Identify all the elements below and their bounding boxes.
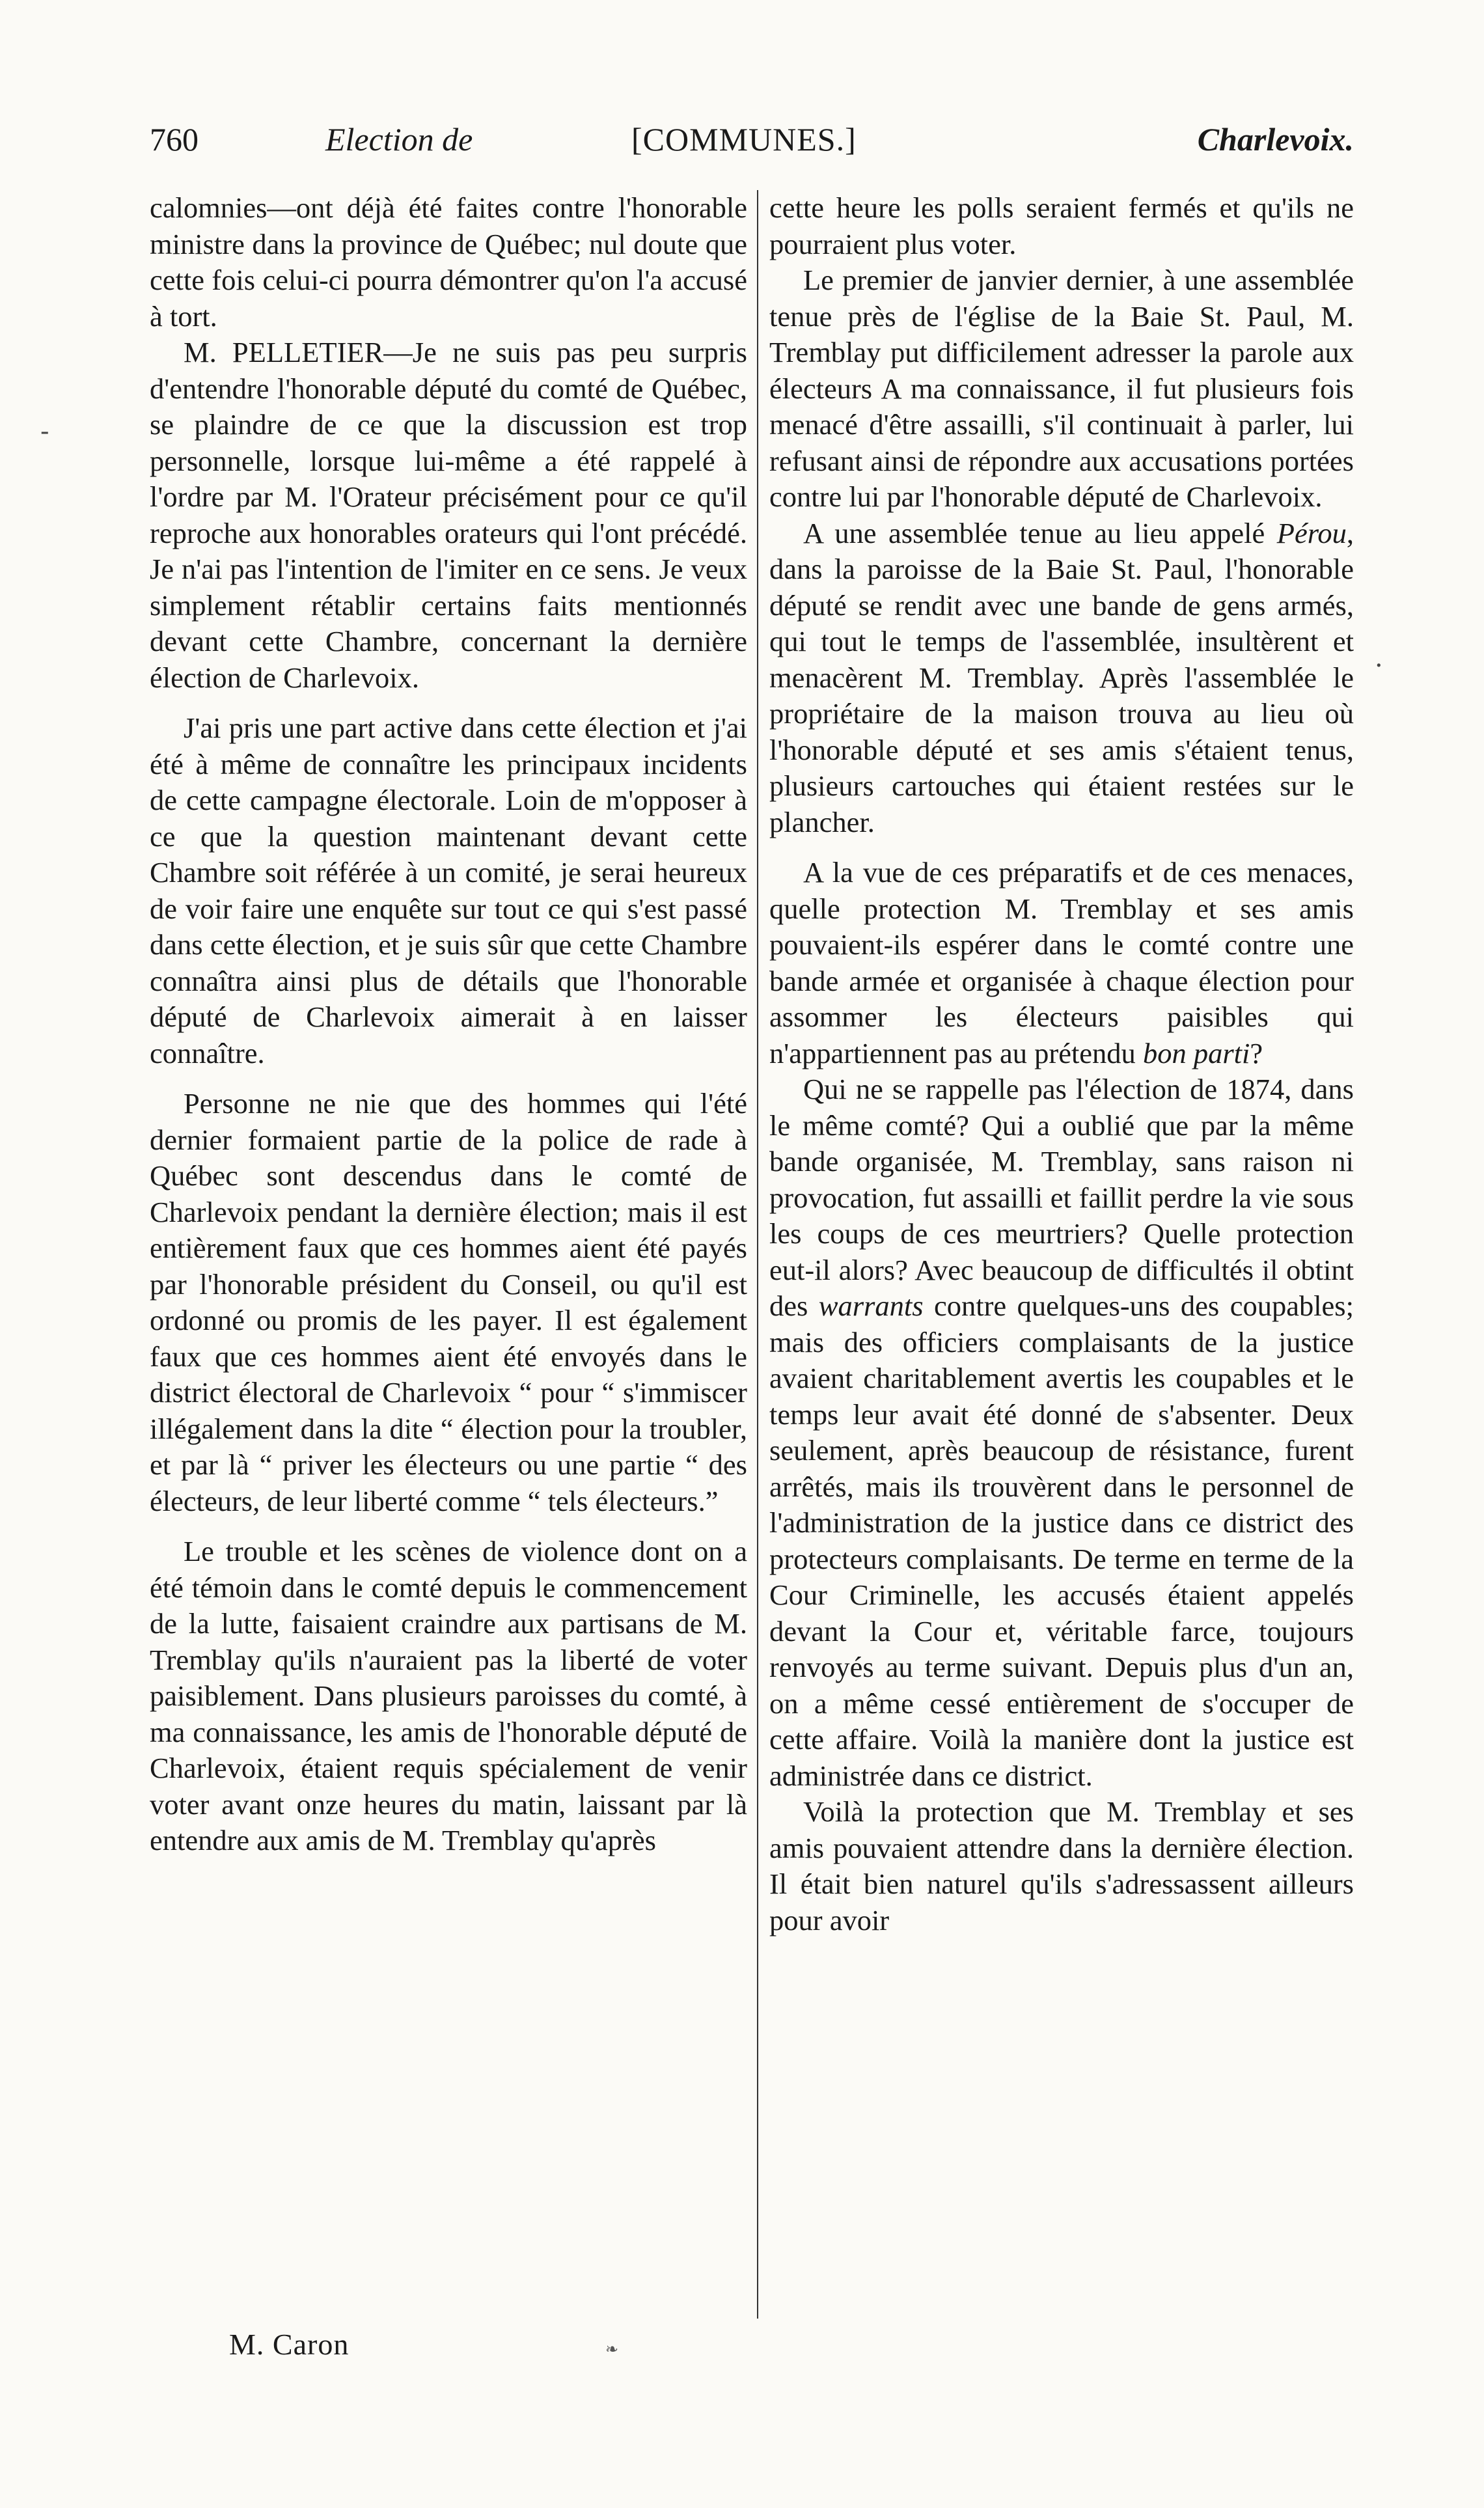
running-header [150, 120, 1354, 166]
page-number: 760 [150, 121, 199, 158]
header-center: [COMMUNES.] [631, 121, 857, 158]
printers-mark-icon: ❧ [605, 2340, 619, 2358]
margin-mark-icon: · [1375, 651, 1383, 681]
paragraph: J'ai pris une part active dans cette élection et j'ai été à même de connaître les principaux incidents de cette campagne électorale. Loin de m'opposer à ce que la question maintenant devant cette Chambre soit référée à un comité, je serai heureux de voir faire une enquête sur tout ce qui s'est passé dans cette élection, et je suis sûr que cette Chambre connaîtra ainsi plus de détails que l'honorable député de Charlevoix aimerait à en laisser connaître. [150, 711, 747, 1069]
footer-signature: M. Caron [229, 2328, 350, 2361]
column-divider [757, 190, 758, 2319]
paragraph: cette heure les polls seraient fermés et qu'ils ne pourraient plus voter. [769, 191, 1354, 260]
paragraph: A une assemblée tenue au lieu appelé Pérou, dans la paroisse de la Baie St. Paul, l'honorable député se rendit avec une bande de gens armés, qui tout le temps de l'assemblée, insultèrent et menacèrent M. Tremblay. Après l'assemblée le propriétaire de la maison trouva au lieu où l'honorable député et ses amis s'étaient tenus, plusieurs cartouches qui étaient restées sur le plancher. [769, 516, 1354, 838]
paragraph: Personne ne nie que des hommes qui l'été dernier formaient partie de la police de rade à Québec sont descendus dans le comté de Charlevoix pendant la dernière élection; mais il est entièrement faux que ces hommes aient été payés par l'honorable président du Conseil, ou qu'il est ordonné ou promis de les payer. Il est également faux que ces hommes aient été envoyés dans le district électoral de Charlevoix “ pour “ s'immiscer illégalement dans la dite “ élection pour la troubler, et par là “ priver les électeurs ou une partie “ des électeurs, de leur liberté comme “ tels électeurs.” [150, 1087, 747, 1517]
paragraph: Le trouble et les scènes de violence dont on a été témoin dans le comté depuis le commencement de la lutte, faisaient craindre aux partisans de M. Tremblay qu'ils n'auraient pas la liberté de voter paisiblement. Dans plusieurs paroisses du comté, à ma connaissance, les amis de l'honorable député de Charlevoix, étaient requis spécialement de venir voter avant onze heures du matin, laissant par là entendre aux amis de M. Tremblay qu'après [150, 1535, 747, 1856]
margin-mark-icon: - [40, 417, 49, 447]
italic-term: bon parti [1142, 1036, 1250, 1069]
header-left: Election de [325, 121, 473, 158]
right-column [769, 190, 1354, 1938]
paragraph: Voilà la protection que M. Tremblay et ses amis pouvaient attendre dans la dernière élection. Il était bien naturel qu'ils s'adressassent ailleurs pour avoir [769, 1795, 1354, 1936]
paragraph: Qui ne se rappelle pas l'élection de 1874, dans le même comté? Qui a oublié que par la même bande organisée, M. Tremblay, sans raison ni provocation, fut assailli et faillit perdre la vie sous les coups de ces meurtriers? Quelle protection eut-il alors? Avec beaucoup de difficultés il obtint des warrants contre quelques-uns des coupables; mais des officiers complaisants de la justice avaient charitablement avertis les coupables et le temps leur avait été donné de s'absenter. Deux seulement, après beaucoup de résistance, furent arrêtés, mais ils trouvèrent dans le personnel de l'administration de la justice dans ce district des protecteurs complaisants. De terme en terme de la Cour Criminelle, les accusés étaient appelés devant la Cour et, véritable farce, toujours renvoyés au terme suivant. Depuis plus d'un an, on a même cessé entièrement de s'occuper de cette affaire. Voilà la manière dont la justice est administrée dans ce district. [769, 1073, 1354, 1792]
italic-term: warrants [818, 1289, 924, 1322]
paragraph: calomnies—ont déjà été faites contre l'honorable ministre dans la province de Québec; nul doute que cette fois celui-ci pourra démontrer qu'on l'a accusé à tort. [150, 191, 747, 333]
left-column [150, 190, 747, 1859]
paragraph: A la vue de ces préparatifs et de ces menaces, quelle protection M. Tremblay et ses amis pouvaient-ils espérer dans le comté contre une bande armée et organisée à chaque élection pour assommer les électeurs paisibles qui n'appartiennent pas au prétendu bon parti? [769, 856, 1354, 1069]
header-right: Charlevoix. [1197, 121, 1354, 158]
paragraph: Le premier de janvier dernier, à une assemblée tenue près de l'église de la Baie St. Paul, M. Tremblay put difficilement adresser la parole aux électeurs A ma connaissance, il fut plusieurs fois menacé d'être assailli, s'il continuait à parler, lui refusant ainsi de répondre aux accusations portées contre lui par l'honorable député de Charlevoix. [769, 264, 1354, 513]
paragraph: M. PELLETIER—Je ne suis pas peu surpris d'entendre l'honorable député du comté de Québec, se plaindre de ce que la discussion est trop personnelle, lorsque lui-même a été rappelé à l'ordre par M. l'Orateur précisément pour ce qu'il reproche aux honorables orateurs qui l'ont précédé. Je n'ai pas l'intention de l'imiter en ce sens. Je veux simplement rétablir certains faits mentionnés devant cette Chambre, concernant la dernière élection de Charlevoix. [150, 336, 747, 694]
place-name: Pérou [1276, 516, 1347, 549]
